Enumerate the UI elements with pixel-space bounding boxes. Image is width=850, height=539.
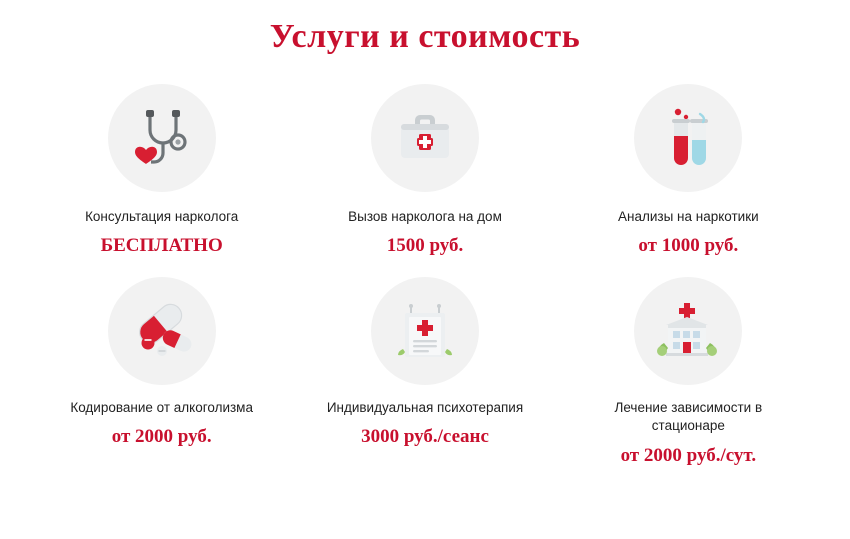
first-aid-kit-icon — [387, 100, 463, 176]
service-label: Индивидуальная психотерапия — [326, 400, 524, 416]
icon-circle — [634, 277, 742, 385]
service-label: Анализы на наркотики — [618, 209, 759, 224]
pills-capsules-icon — [122, 291, 202, 371]
hospital-building-icon — [648, 291, 728, 371]
service-label: Консультация нарколога — [85, 209, 239, 224]
icon-circle — [108, 277, 216, 385]
icon-circle — [371, 277, 479, 385]
services-grid — [0, 84, 850, 467]
service-price: 1500 руб. — [386, 235, 464, 257]
test-tubes-icon — [650, 100, 726, 176]
service-card — [293, 277, 556, 466]
service-label: Лечение зависимости в стационаре — [614, 400, 763, 434]
service-label: Вызов нарколога на дом — [348, 209, 502, 224]
icon-circle — [108, 84, 216, 192]
service-card — [557, 277, 820, 466]
service-price: 3000 руб./сеанс — [361, 426, 489, 448]
medical-document-icon — [387, 293, 463, 369]
service-price: БЕСПЛАТНО — [100, 235, 223, 257]
service-card — [30, 84, 293, 257]
service-price: от 2000 руб. — [111, 426, 212, 448]
stethoscope-heart-icon — [124, 100, 200, 176]
service-price: от 2000 руб./сут. — [620, 444, 757, 466]
icon-circle — [634, 84, 742, 192]
service-price: от 1000 руб. — [638, 235, 739, 257]
page-title: Услуги и стоимость — [269, 18, 581, 55]
service-card — [30, 277, 293, 466]
icon-circle — [371, 84, 479, 192]
service-card — [557, 84, 820, 257]
service-card — [293, 84, 556, 257]
service-label: Кодирование от алкоголизма — [70, 400, 253, 416]
